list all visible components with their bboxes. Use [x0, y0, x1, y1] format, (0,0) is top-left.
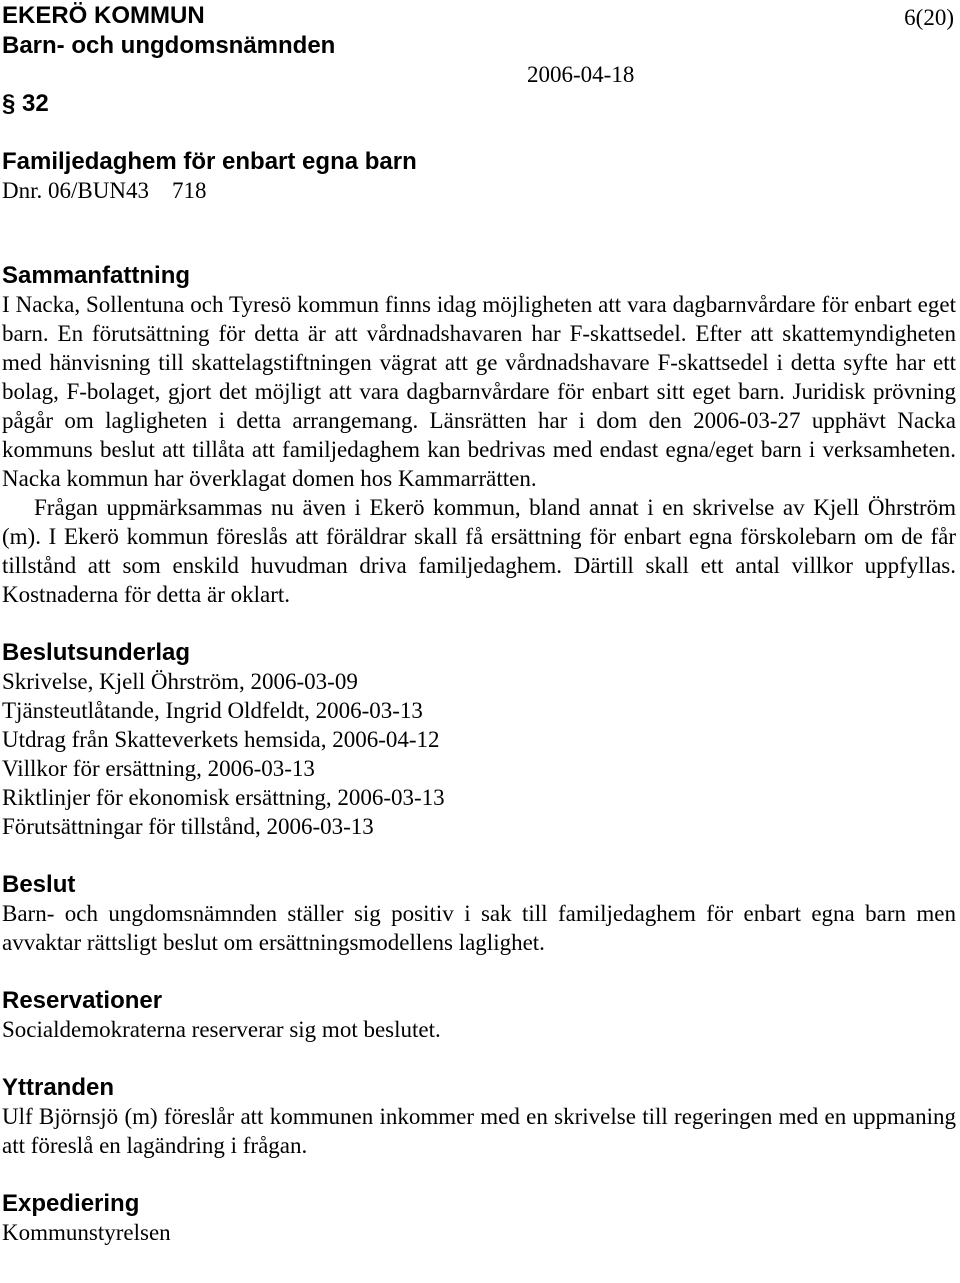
document-title: Familjedaghem för enbart egna barn: [2, 148, 417, 175]
section-beslut: [2, 870, 956, 957]
summary-paragraph-1: I Nacka, Sollentuna och Tyresö kommun finns idag möjligheten att vara dagbarnvårdare för enbart eget barn. En förutsättning för detta är att vårdnadshavaren har F-skattsedel. Efter att skattemyndigheten med hänvisning till skattelagstiftningen vägrat att ge vårdnadshavare F-skattsedel i detta syfte har ett bolag, F-bolaget, gjort det möjligt att vara dagbarnvårdare för enbart sitt eget barn. Juridisk prövning pågår om lagligheten i detta arrangemang. Länsrätten har i dom den 2006-03-27 upphävt Nacka kommuns beslut att tillåta att familjedaghem kan bedrivas med endast egna/eget barn i verksamheten. Nacka kommun har överklagat domen hos Kammarrätten.: [2, 292, 956, 491]
section-heading: Expediering: [2, 1190, 140, 1217]
page-number: 6(20): [904, 5, 954, 30]
distribution-text: Kommunstyrelsen: [2, 1220, 171, 1245]
board-name: Barn- och ungdomsnämnden: [2, 32, 336, 59]
section-expediering: [2, 1189, 956, 1247]
decision-text: Barn- och ungdomsnämnden ställer sig positiv i sak till familjedaghem för enbart egna barn men avvaktar rättsligt beslut om ersättningsmodellens laglighet.: [2, 901, 956, 955]
document-list-item: Skrivelse, Kjell Öhrström, 2006-03-09: [2, 669, 358, 694]
document-list-item: Villkor för ersättning, 2006-03-13: [2, 756, 315, 781]
section-beslutsunderlag: [2, 638, 956, 841]
document-list-item: Tjänsteutlåtande, Ingrid Oldfeldt, 2006-03-13: [2, 698, 423, 723]
section-heading: Beslut: [2, 871, 76, 898]
document-list-item: Utdrag från Skatteverkets hemsida, 2006-04-12: [2, 727, 440, 752]
spacer: [2, 841, 956, 870]
section-heading: Beslutsunderlag: [2, 639, 191, 666]
summary-paragraph-2: Frågan uppmärksammas nu även i Ekerö kommun, bland annat i en skrivelse av Kjell Öhrström (m). I Ekerö kommun föreslås att föräldrar skall få ersättning för enbart egna förskolebarn om de får tillstånd att som enskild huvudman driva familjedaghem. Därtill skall ett antal villkor uppfyllas. Kostnaderna för detta är oklart.: [2, 495, 956, 607]
section-heading: Yttranden: [2, 1074, 115, 1101]
spacer: [2, 609, 956, 638]
document-list-item: Riktlinjer för ekonomisk ersättning, 2006-03-13: [2, 785, 445, 810]
spacer: [2, 1044, 956, 1073]
document-list-item: Förutsättningar för tillstånd, 2006-03-13: [2, 814, 374, 839]
section-sammanfattning: [2, 261, 956, 609]
meeting-date: 2006-04-18: [527, 62, 635, 87]
reference-number: Dnr. 06/BUN43 718: [2, 178, 207, 203]
section-heading: Sammanfattning: [2, 262, 191, 289]
document-body: [2, 261, 956, 1247]
reservation-text: Socialdemokraterna reserverar sig mot beslutet.: [2, 1017, 441, 1042]
section-heading: Reservationer: [2, 987, 163, 1014]
section-reservationer: [2, 986, 956, 1044]
spacer: [2, 1160, 956, 1189]
organization-name: EKERÖ KOMMUN: [2, 2, 205, 29]
paragraph-number: § 32: [2, 90, 49, 117]
spacer: [2, 957, 956, 986]
section-yttranden: [2, 1073, 956, 1160]
statement-text: Ulf Björnsjö (m) föreslår att kommunen inkommer med en skrivelse till regeringen med en uppmaning att föreslå en lagändring i frågan.: [2, 1104, 956, 1158]
